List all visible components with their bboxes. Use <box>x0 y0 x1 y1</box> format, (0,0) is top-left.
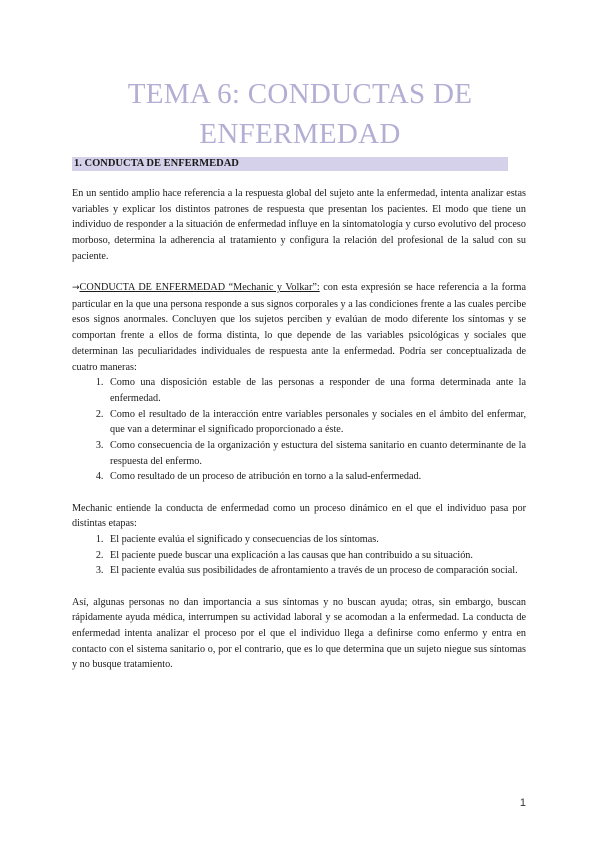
list-item: 2. El paciente puede buscar una explicación a las causas que han contribuido a su situación. <box>106 548 526 564</box>
title-line-1: TEMA 6: CONDUCTAS DE <box>127 78 473 110</box>
closing-paragraph: Así, algunas personas no dan importancia a sus síntomas y no buscan ayuda; otras, sin embargo, buscan rápidamente ayuda médica, interrumpen su actividad laboral y se acomodan a la enfermedad. La conducta de enfermedad intenta analizar el proceso por el que el individuo llega a definirse como enfermo y entra en contacto con el sistema sanitario o, por el contrario, que es lo que determina que un sujeto niegue sus síntomas y no busque tratamiento. <box>72 596 526 671</box>
list-item: 1. Como una disposición estable de las personas a responder de una forma determinada ante la enfermedad. <box>106 375 526 406</box>
section-heading: 1. CONDUCTA DE ENFERMEDAD <box>72 157 508 171</box>
page-number: 1 <box>519 797 526 809</box>
list-item: 3. El paciente evalúa sus posibilidades de afrontamiento a través de un proceso de comparación social. <box>106 563 526 579</box>
arrow-icon: → <box>72 283 80 294</box>
page-title <box>70 74 530 154</box>
concept-paragraph <box>72 280 526 375</box>
conceptualization-list <box>72 375 526 485</box>
title-line-2: ENFERMEDAD <box>199 118 401 150</box>
list-item: 1. El paciente evalúa el significado y consecuencias de los síntomas. <box>106 532 526 548</box>
list-item: 2. Como el resultado de la interacción entre variables personales y sociales en el ámbito del enfermar, que van a determinar el significado proporcionado a éste. <box>106 407 526 438</box>
concept-label: CONDUCTA DE ENFERMEDAD “Mechanic y Volkar”: <box>79 282 320 294</box>
intro-paragraph: En un sentido amplio hace referencia a la respuesta global del sujeto ante la enfermedad, intenta analizar estas variables y explicar los distintos patrones de respuesta que presentan los pacientes. El modo que tiene un individuo de responder a la situación de enfermedad influye en la sintomatología y curso evolutivo del proceso morboso, determina la adherencia al tratamiento y configura la relación del profesional de la salud con su paciente. <box>72 188 526 262</box>
concept-text: con esta expresión se hace referencia a la forma particular en la que una persona responde a sus signos corporales y a las condiciones frente a las cuales percibe esos signos anormales. Concluyen que los sujetos perciben y evalúan de modo diferente los síntomas y se comportan frente a ellos de forma distinta, lo que depende de las variables psicológicas y sociales que determinan las peculiaridades individuales de respuesta ante la enfermedad. Podría ser conceptualizada de cuatro maneras: <box>72 282 526 373</box>
document-body <box>72 186 526 689</box>
list-item: 3. Como consecuencia de la organización y estuctura del sistema sanitario en cuanto determinante de la respuesta del enfermo. <box>106 438 526 469</box>
stages-paragraph: Mechanic entiende la conducta de enfermedad como un proceso dinámico en el que el individuo pasa por distintas etapas: <box>72 502 526 530</box>
stages-list <box>72 532 526 579</box>
list-item: 4. Como resultado de un proceso de atribución en torno a la salud-enfermedad. <box>106 469 526 485</box>
